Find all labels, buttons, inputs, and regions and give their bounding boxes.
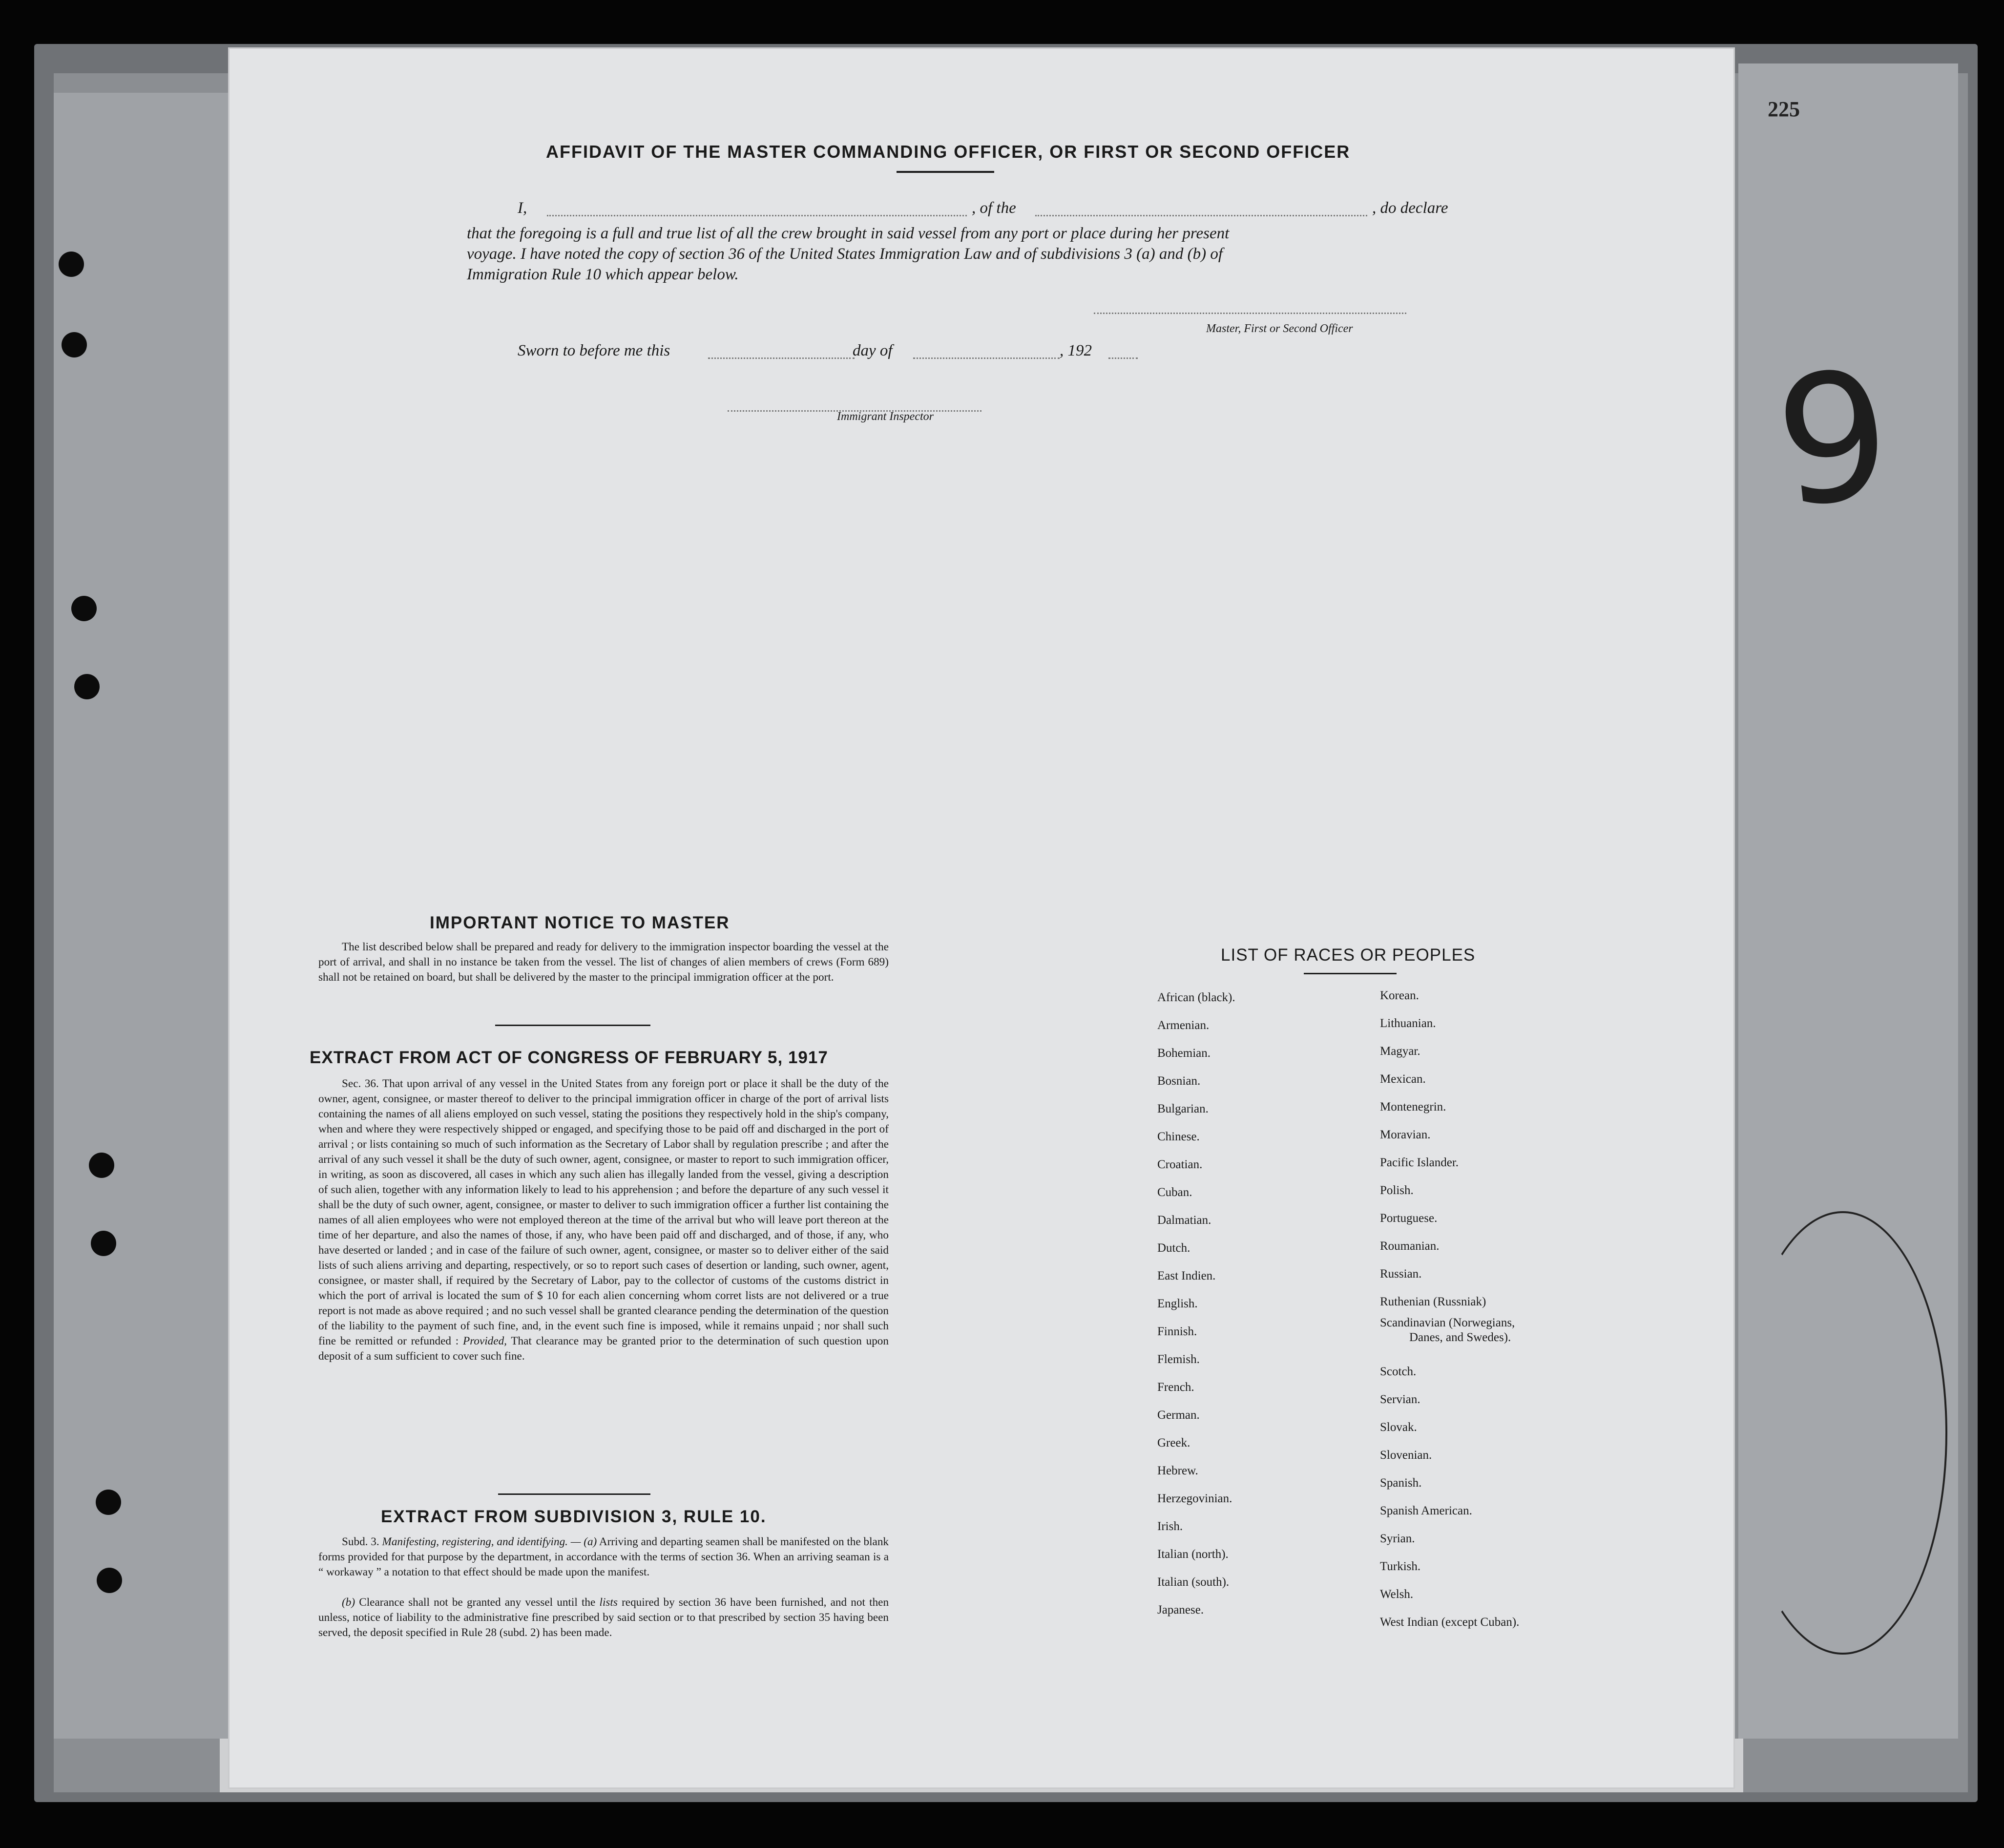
month-blank — [913, 357, 1060, 359]
race-item: Flemish. — [1157, 1353, 1200, 1366]
race-item: Slovak. — [1380, 1421, 1417, 1434]
notice-divider — [495, 1025, 650, 1026]
race-item: Turkish. — [1380, 1560, 1421, 1573]
race-item: Cuban. — [1157, 1186, 1192, 1199]
race-item: Spanish. — [1380, 1476, 1422, 1490]
crew-list-sheet — [230, 49, 1733, 1787]
race-item: Moravian. — [1380, 1128, 1431, 1141]
title-underline — [897, 171, 994, 173]
race-item: East Indien. — [1157, 1269, 1216, 1282]
race-item-scandinavian — [1380, 1316, 1519, 1358]
affidavit-i: I, — [518, 199, 527, 217]
race-item: Scotch. — [1380, 1365, 1417, 1378]
race-item: Dalmatian. — [1157, 1214, 1211, 1227]
affidavit-line-2: that the foregoing is a full and true list of all the crew brought in said vessel from any port or place during her present — [467, 225, 1230, 242]
binder-hole-icon — [89, 1153, 114, 1178]
race-item: Montenegrin. — [1380, 1100, 1446, 1113]
races-column-2 — [1380, 982, 1519, 1636]
pencil-oval-mark — [1738, 1211, 1947, 1655]
race-item: Portuguese. — [1380, 1212, 1438, 1225]
master-label: Master, First or Second Officer — [1206, 322, 1353, 335]
act-sec-label: Sec. 36. — [342, 1077, 379, 1090]
sworn-year: , 192 — [1060, 342, 1092, 359]
race-item: German. — [1157, 1408, 1200, 1422]
name-blank — [547, 215, 967, 216]
year-blank — [1108, 357, 1138, 359]
act-body-text: That upon arrival of any vessel in the United States from any foreign port or place it shall be the duty of the owner, agent, consignee, or master thereof to deliver to the principal immigration officer in charge of the port of arrival lists containing the names of all aliens employed on such vessel, stating the positions they respectively hold in the ship's company, when and where they were respectively shipped or engaged, and specifying those to be paid off and discharged in the port of arrival ; or lists containing so much of such information as the Secretary of Labor shall by regulation prescribe ; and after the arrival of any such vessel it shall be the duty of such owner, agent, consignee, or master to report to such immigration officer, in writing, as soon as discovered, all cases in which any such alien has illegally landed from the vessel, giving a description of such alien, together with any information likely to lead to his apprehension ; and before the departure of any such vessel it shall be the duty of such owner, agent, consignee, or master to deliver to such immigration officer a further list containing the names of all alien employees who were not employed thereon at the time of the arrival but who will leave port thereon at the time of her departure, and also the names of those, if any, who have been paid off and discharged, and of those, if any, who have deserted or landed ; and in case of the failure of such owner, agent, consignee, or master so to deliver either of the said lists of such aliens arriving and departing, respectively, or so to report such cases of desertion or landing, such owner, agent, consignee, or master shall, if required by the Secretary of Labor, pay to the collector of customs of the customs district in which the port of arrival is located the sum of $ 10 for each alien concerning whom corret lists are not delivered or a true report is not made as above required ; and no such vessel shall be granted clearance pending the determination of the question of the liability to the payment of such fine, and, in the event such fine is imposed, while it remains unpaid ; nor shall such fine be remitted or refunded : — [318, 1077, 889, 1347]
race-item: Mexican. — [1380, 1072, 1426, 1086]
race-item: Ruthenian (Russniak) — [1380, 1295, 1486, 1308]
vessel-blank — [1035, 215, 1367, 216]
act-title: EXTRACT FROM ACT OF CONGRESS OF FEBRUARY 5, 1917 — [310, 1048, 828, 1067]
rule-a-label: (a) — [584, 1535, 597, 1548]
rule-subd-heading: Manifesting, registering, and identifying. — — [382, 1535, 581, 1548]
binder-hole-icon — [91, 1231, 116, 1256]
race-item: Bohemian. — [1157, 1047, 1211, 1060]
race-item: Finnish. — [1157, 1325, 1197, 1338]
sworn-day-of: day of — [853, 342, 893, 359]
race-item: Roumanian. — [1380, 1239, 1440, 1253]
race-item: Italian (north). — [1157, 1548, 1229, 1561]
sworn-prefix: Sworn to before me this — [518, 342, 670, 359]
race-item: Armenian. — [1157, 1019, 1210, 1032]
race-item: Herzegovinian. — [1157, 1492, 1232, 1505]
rule-b-text-1: Clearance shall not be granted any vessel until the — [359, 1596, 596, 1609]
notice-body: The list described below shall be prepared and ready for delivery to the immigration inspector boarding the vessel at the port of arrival, and shall in no instance be taken from the vessel. The list of changes of alien members of crews (Form 689) shall not be retained on board, but shall be delivered by the master to the principal immigration officer at the port. — [318, 941, 889, 984]
rule-title: EXTRACT FROM SUBDIVISION 3, RULE 10. — [381, 1507, 767, 1526]
race-item: Chinese. — [1157, 1130, 1200, 1143]
race-item: Bosnian. — [1157, 1074, 1201, 1088]
race-item: Servian. — [1380, 1393, 1420, 1406]
day-blank — [708, 357, 855, 359]
races-column-1 — [1157, 984, 1235, 1624]
rule-a-body — [318, 1534, 889, 1580]
notice-title: IMPORTANT NOTICE TO MASTER — [430, 913, 730, 932]
races-underline — [1304, 973, 1397, 974]
act-body-end: That clearance may be granted prior to the determination of such question upon deposit of a sum sufficient to cover such fine. — [318, 1335, 889, 1363]
race-item: Syrian. — [1380, 1532, 1415, 1545]
race-item: Spanish American. — [1380, 1504, 1472, 1517]
race-item: Japanese. — [1157, 1603, 1204, 1617]
races-title: LIST OF RACES OR PEOPLES — [1221, 945, 1476, 965]
rule-b-body — [318, 1595, 889, 1640]
race-item: Irish. — [1157, 1520, 1183, 1533]
binder-hole-icon — [71, 596, 97, 621]
rule-b-label: (b) — [342, 1596, 355, 1609]
race-item: Italian (south). — [1157, 1575, 1230, 1589]
rule-b-lists: lists — [599, 1596, 618, 1609]
race-item: Slovenian. — [1380, 1449, 1432, 1462]
race-item: French. — [1157, 1381, 1194, 1394]
rule-subd-label: Subd. 3. — [342, 1535, 379, 1548]
race-item: English. — [1157, 1297, 1198, 1310]
affidavit-of-the: , of the — [972, 199, 1016, 217]
act-provided: Provided, — [463, 1335, 507, 1347]
race-item: Greek. — [1157, 1436, 1190, 1449]
race-item: Dutch. — [1157, 1241, 1190, 1255]
race-item: Pacific Islander. — [1380, 1156, 1459, 1169]
race-item: Magyar. — [1380, 1045, 1420, 1058]
affidavit-line-4: Immigration Rule 10 which appear below. — [467, 266, 739, 283]
race-item: Bulgarian. — [1157, 1102, 1209, 1115]
act-body — [318, 1076, 889, 1364]
race-item: West Indian (except Cuban). — [1380, 1616, 1520, 1629]
rule-a-text: Arriving and departing seamen shall be manifested on the blank forms provided for that purpose by the department, in accordance with the terms of section 36. When an arriving seaman is a “ workaway ” a notation to that effect should be made upon the manifest. — [318, 1535, 889, 1578]
race-item: Korean. — [1380, 989, 1419, 1002]
race-scand-line-2: Danes, and Swedes). — [1409, 1331, 1511, 1344]
affidavit-title: AFFIDAVIT OF THE MASTER COMMANDING OFFICER, OR FIRST OR SECOND OFFICER — [546, 142, 1351, 162]
race-item: Welsh. — [1380, 1588, 1414, 1601]
handwritten-mark: 9 — [1767, 332, 1900, 547]
act-divider — [498, 1493, 650, 1495]
inspector-label: Immigrant Inspector — [837, 410, 934, 423]
binder-hole-icon — [59, 252, 84, 277]
race-item: Polish. — [1380, 1184, 1414, 1197]
race-item: Croatian. — [1157, 1158, 1203, 1171]
binder-hole-icon — [74, 674, 100, 699]
rule-b-text-2: required by section 36 have been furnished, and not then unless, notice of liability to the administrative fine prescribed by said section or to that prescribed by section 35 having been served, the deposit specified in Rule 28 (subd. 2) has been made. — [318, 1596, 889, 1639]
race-item: Russian. — [1380, 1267, 1422, 1281]
affidavit-declare: , do declare — [1372, 199, 1448, 217]
binder-hole-icon — [62, 332, 87, 357]
page-number: 225 — [1768, 97, 1800, 121]
race-item: African (black). — [1157, 991, 1235, 1004]
binder-hole-icon — [97, 1568, 122, 1593]
binder-hole-icon — [96, 1490, 121, 1515]
signature-blank — [1094, 313, 1406, 314]
race-item: Hebrew. — [1157, 1464, 1198, 1477]
affidavit-line-3: voyage. I have noted the copy of section 36 of the United States Immigration Law and of subdivisions 3 (a) and (b) of — [467, 245, 1223, 263]
race-item: Lithuanian. — [1380, 1017, 1436, 1030]
race-scand-line-1: Scandinavian (Norwegians, — [1380, 1316, 1515, 1329]
